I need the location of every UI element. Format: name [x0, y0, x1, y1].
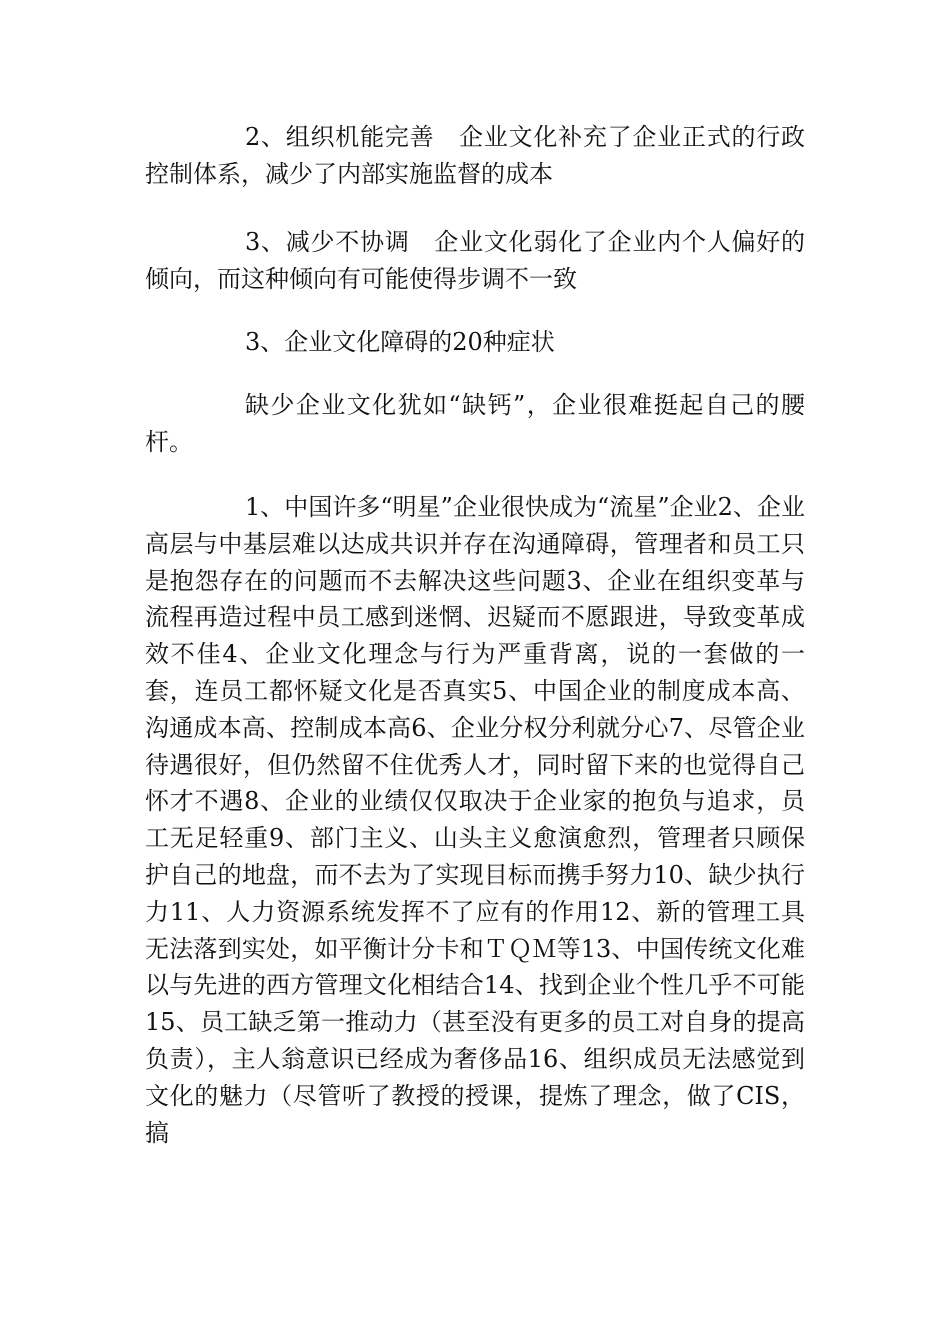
- paragraph-lack-of-culture: 缺少企业文化犹如“缺钙”，企业很难挺起自己的腰杆。: [145, 391, 805, 456]
- paragraph-symptom-list: 1、中国许多“明星”企业很快成为“流星”企业2、企业高层与中基层难以达成共识并存在沟通障碍，管理者和员工只是抱怨存在的问题而不去解决这些问题3、企业在组织变革与流程再造过程中员工感到迷惘、迟疑而不愿跟进，导致变革成效不佳4、企业文化理念与行为严重背离，说的一套做的一套，连员工都怀疑文化是否真实5、中国企业的制度成本高、沟通成本高、控制成本高6、企业分权分利就分心7、尽管企业待遇很好，但仍然留不住优秀人才，同时留下来的也觉得自己怀才不遇8、企业的业绩仅仅取决于企业家的抱负与追求，员工无足轻重9、部门主义、山头主义愈演愈烈，管理者只顾保护自己的地盘，而不去为了实现目标而携手努力10、缺少执行力11、人力资源系统发挥不了应有的作用12、新的管理工具无法落到实处，如平衡计分卡和ＴＱＭ等13、中国传统文化难以与先进的西方管理文化相结合14、找到企业个性几乎不可能15、员工缺乏第一推动力（甚至没有更多的员工对自身的提高负责），主人翁意识已经成为奢侈品16、组织成员无法感觉到文化的魅力（尽管听了教授的授课，提炼了理念，做了CIS，搞: [145, 493, 805, 1147]
- section-heading-20-symptoms: 3、企业文化障碍的20种症状: [245, 328, 555, 356]
- paragraph-organization-function: 2、组织机能完善 企业文化补充了企业正式的行政控制体系，减少了内部实施监督的成本: [145, 123, 805, 188]
- paragraph-reduce-discord: 3、减少不协调 企业文化弱化了企业内个人偏好的倾向，而这种倾向有可能使得步调不一致: [145, 228, 805, 293]
